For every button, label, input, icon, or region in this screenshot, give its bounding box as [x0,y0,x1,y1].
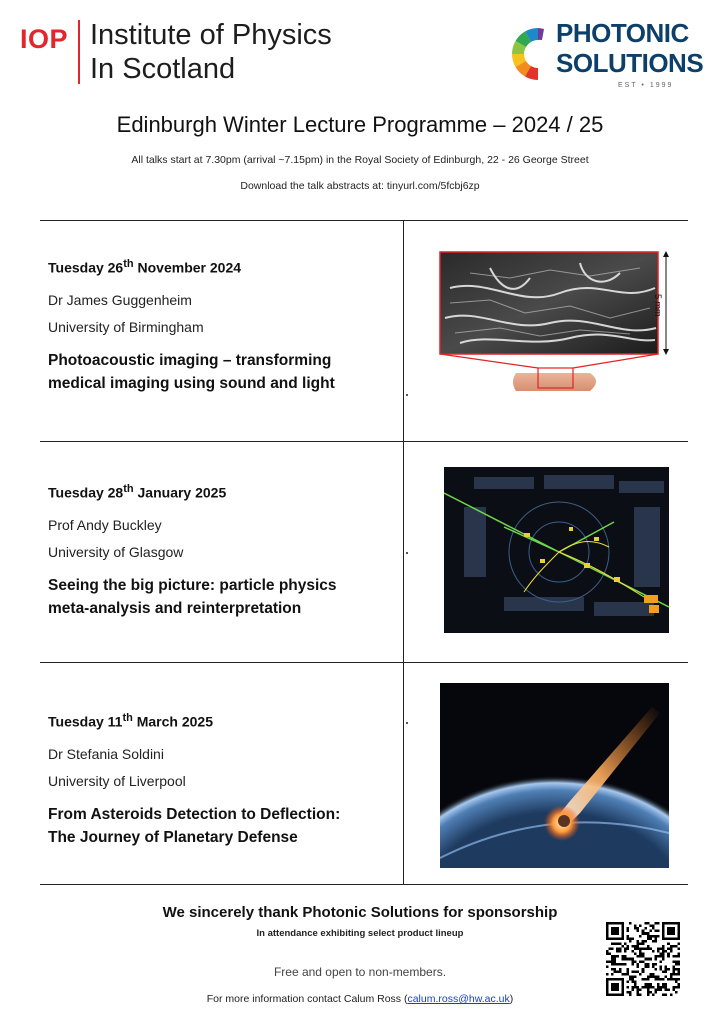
talk-title: From Asteroids Detection to Deflection: The Journey of Planetary Defense [48,805,341,846]
est-label: EST • 1999 [618,82,674,89]
talk-title: Seeing the big picture: particle physics meta-analysis and reinterpretation [48,576,337,617]
marker-dot [406,394,408,396]
talk-title: Photoacoustic imaging – transforming medical imaging using sound and light [48,351,335,392]
qr-code-icon [606,922,680,996]
iop-divider [78,20,80,84]
divider-top [40,220,688,221]
scale-bar-label: 5 mm [653,294,663,317]
talk-speaker: Dr Stefania Soldini [48,745,164,762]
iop-logo [20,18,350,90]
talk-university: University of Glasgow [48,543,184,560]
iop-name-line1: Institute of Physics [90,19,332,51]
talk-speaker: Prof Andy Buckley [48,516,162,533]
contact-line: For more information contact Calum Ross (calum.ross@hw.ac.uk) [206,993,514,1005]
marker-dot [406,722,408,724]
free-entry-note: Free and open to non-members. [273,965,447,979]
sponsor-attendance: In attendance exhibiting select product lineup [256,928,464,939]
photonic-solutions-logo [508,14,708,104]
contact-email-link[interactable]: calum.ross@hw.ac.uk [407,993,510,1005]
talk-university: University of Liverpool [48,772,186,789]
divider-2 [40,662,688,663]
talk-speaker: Dr James Guggenheim [48,291,192,308]
talk-date: Tuesday 11th March 2025 [48,712,214,730]
particle-detector-image [444,467,669,633]
talk-date: Tuesday 28th January 2025 [48,483,227,501]
photonic-word: PHOTONIC [556,18,689,48]
talk-1 [48,258,398,395]
talk-date: Tuesday 26th November 2024 [48,258,242,276]
venue-info: All talks start at 7.30pm (arrival ~7.15pm) in the Royal Society of Edinburgh, 22 - 26 George Street [131,154,589,166]
qr-code[interactable] [606,922,680,996]
talk-3 [48,712,398,849]
solutions-word: SOLUTIONS [556,48,704,78]
photoacoustic-image [430,248,700,398]
photonic-solutions-icon [508,24,552,84]
iop-mark: IOP [20,24,69,54]
talk-university: University of Birmingham [48,318,204,335]
asteroid-image [440,683,669,868]
abstracts-link[interactable]: Download the talk abstracts at: tinyurl.com/5fcbj6zp [240,180,480,192]
divider-bottom [40,884,688,885]
column-divider [403,220,404,884]
sponsor-thanks: We sincerely thank Photonic Solutions for sponsorship [162,904,558,921]
page-title: Edinburgh Winter Lecture Programme – 2024 / 25 [116,112,604,137]
marker-dot [406,552,408,554]
divider-1 [40,441,688,442]
iop-name [90,18,332,86]
iop-name-line2: In Scotland [90,53,236,85]
talk-2 [48,483,398,620]
